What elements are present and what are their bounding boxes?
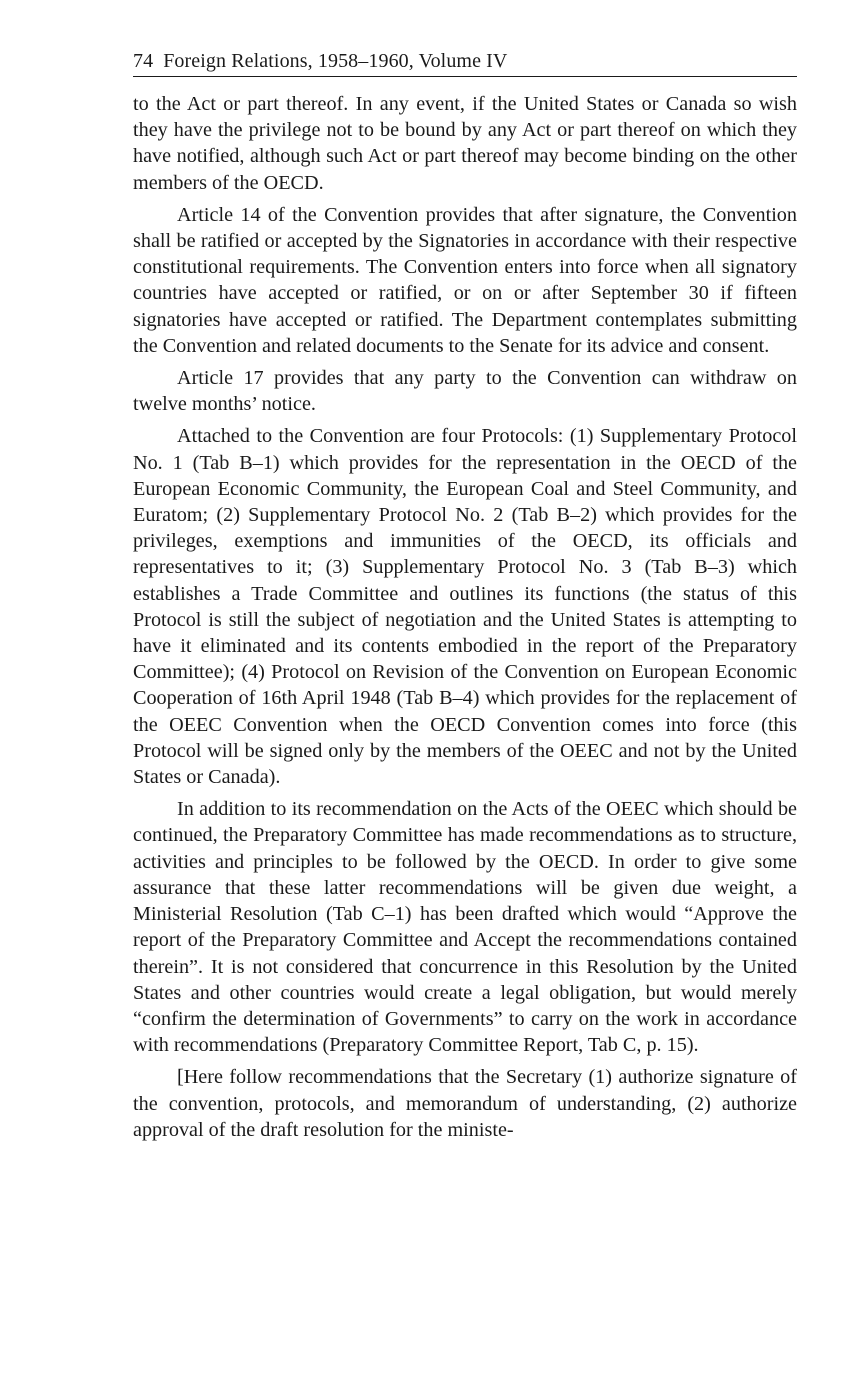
paragraph-article-17: Article 17 provides that any party to the Convention can withdraw on twelve months’ notice. xyxy=(133,367,797,416)
running-title: Foreign Relations, 1958–1960, Volume IV xyxy=(163,50,508,72)
page-number: 74 xyxy=(133,50,154,72)
paragraph-continuation: to the Act or part thereof. In any event, if the United States or Canada so wish they have the privilege not to be bound by any Act or part thereof on which they have notified, although such Act or part thereof may become binding on the other members of the OECD. xyxy=(133,93,797,194)
paragraph-ministerial-resolution: In addition to its recommendation on the Acts of the OEEC which should be continued, the Preparatory Committee has made recommendations as to structure, activities and principles to be followed by the OECD. In order to give some assurance that these latter recommendations will be given due weight, a Ministerial Resolution (Tab C–1) has been drafted which would “Approve the report of the Preparatory Committee and Accept the recommendations contained therein”. It is not considered that concurrence in this Resolution by the United States and other countries would create a legal obligation, but would merely “confirm the determination of Governments” to carry on the work in accordance with recommendations (Preparatory Committee Report, Tab C, p. 15). xyxy=(133,798,797,1057)
paragraph-article-14: Article 14 of the Convention provides that after signature, the Convention shall be ratified or accepted by the Signatories in accordance with their respective constitutional requirements. The Convention enters into force when all signatory countries have accepted or ratified, or on or after September 30 if fifteen signatories have accepted or ratified. The Department contemplates submitting the Convention and related documents to the Senate for its advice and consent. xyxy=(133,203,797,357)
paragraph-protocols: Attached to the Convention are four Protocols: (1) Supplementary Protocol No. 1 (Tab B–1) which provides for the representation in the OECD of the European Economic Community, the European Coal and Steel Community, and Euratom; (2) Supplementary Protocol No. 2 (Tab B–2) which provides for the privileges, exemptions and immunities of the OECD, its officials and representatives to it; (3) Supplementary Protocol No. 3 (Tab B–3) which establishes a Trade Committee and outlines its functions (the status of this Protocol is still the subject of negotiation and the United States is attempting to have it eliminated and its contents embodied in the report of the Preparatory Committee); (4) Protocol on Revision of the Convention on European Economic Cooperation of 16th April 1948 (Tab B–4) which provides for the replacement of the OEEC Convention when the OECD Convention comes into force (this Protocol will be signed only by the members of the OEEC and not by the United States or Canada). xyxy=(133,425,797,789)
document-page xyxy=(133,48,797,1149)
running-head xyxy=(133,48,797,77)
paragraph-editorial-note: [Here follow recommendations that the Secretary (1) authorize signature of the convention, protocols, and memorandum of understanding, (2) authorize approval of the draft resolution for the ministe- xyxy=(133,1066,797,1141)
